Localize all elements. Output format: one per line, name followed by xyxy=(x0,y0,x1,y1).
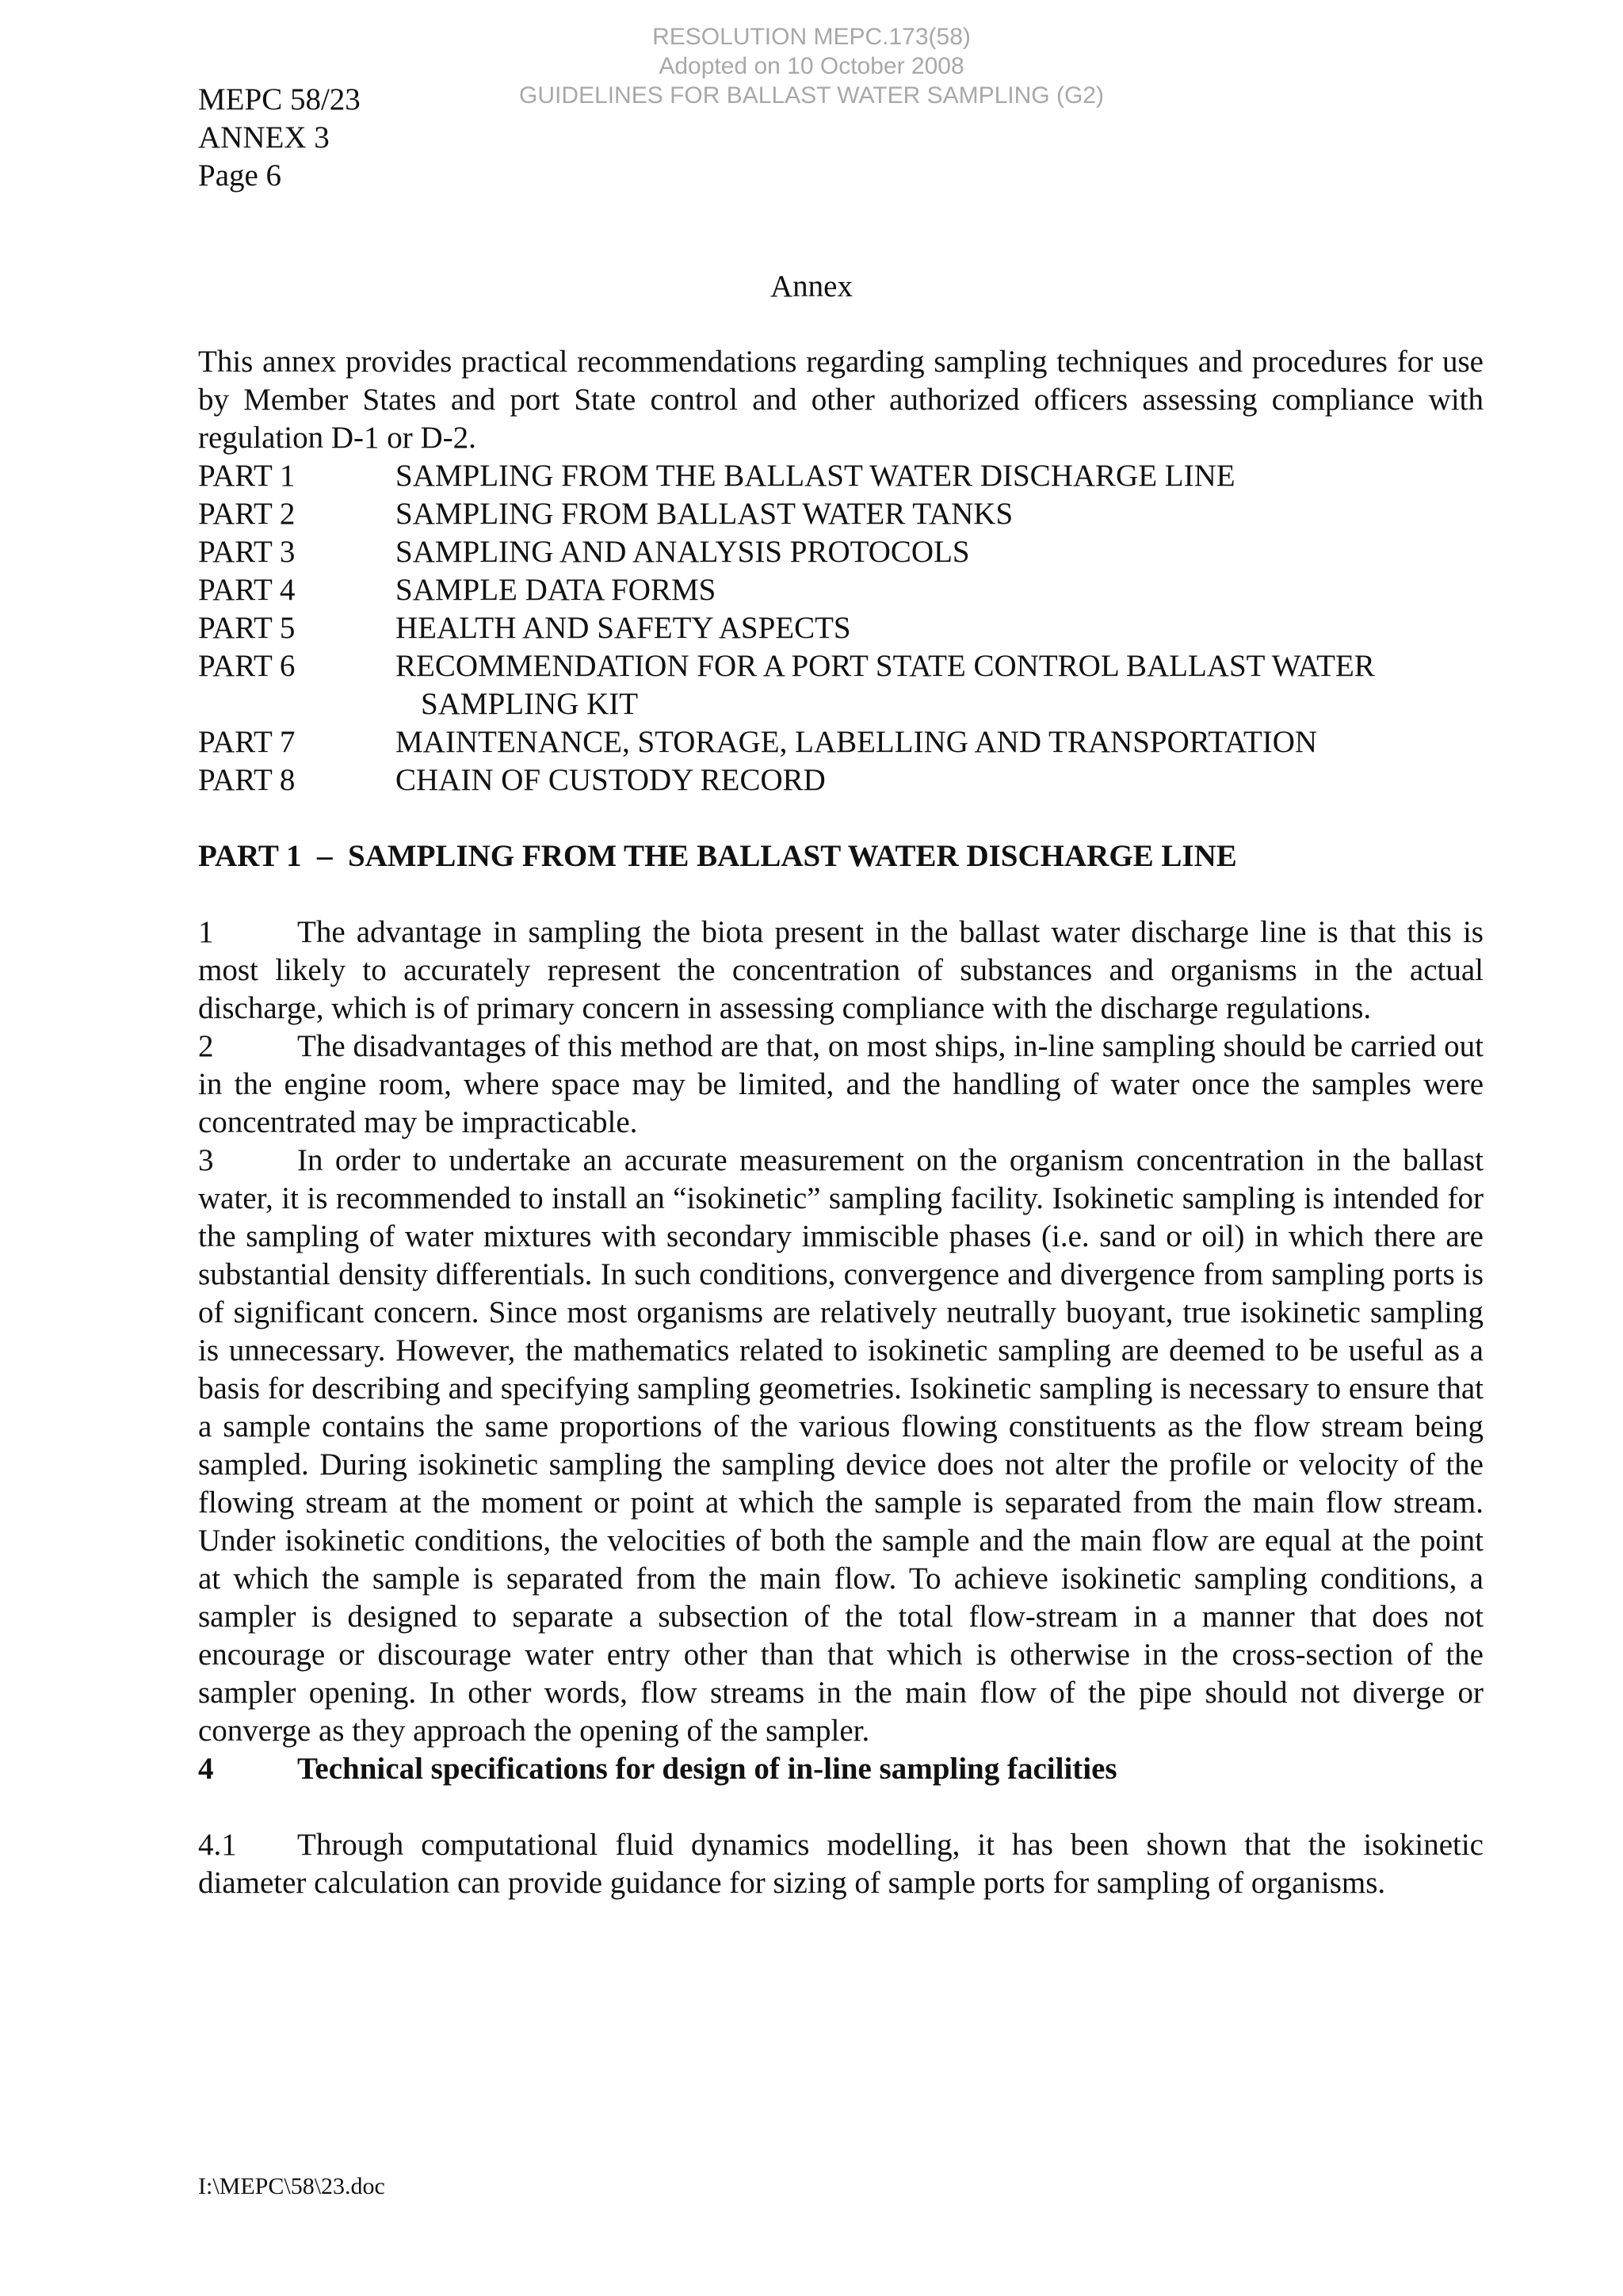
annex-label: ANNEX 3 xyxy=(198,120,330,154)
paragraph-number: 4.1 xyxy=(198,1828,237,1862)
parts-list-item xyxy=(198,761,1484,799)
parts-list-item xyxy=(198,609,1484,647)
parts-list-item xyxy=(198,571,1484,609)
paragraph-number: 1 xyxy=(198,915,214,949)
part1-heading: PART 1 – SAMPLING FROM THE BALLAST WATER DISCHARGE LINE xyxy=(198,839,1237,873)
paragraph-number: 2 xyxy=(198,1029,214,1063)
parts-list-item xyxy=(198,723,1484,761)
parts-list-item xyxy=(198,495,1484,533)
part-title: SAMPLING FROM BALLAST WATER TANKS xyxy=(395,497,1014,531)
paragraph-number: 3 xyxy=(198,1143,214,1177)
part-number: PART 7 xyxy=(198,725,296,759)
watermark-guidelines-line: GUIDELINES FOR BALLAST WATER SAMPLING (G2) xyxy=(519,82,1104,109)
file-path-footer: I:\MEPC\58\23.doc xyxy=(198,2173,385,2199)
part-number: PART 6 xyxy=(198,649,296,683)
part-number: PART 1 xyxy=(198,459,296,493)
part-title: SAMPLING AND ANALYSIS PROTOCOLS xyxy=(395,535,970,569)
annex-title: Annex xyxy=(770,269,853,303)
part-title: CHAIN OF CUSTODY RECORD xyxy=(395,763,826,797)
paragraph-3 xyxy=(198,1142,1484,1750)
part-title: SAMPLING FROM THE BALLAST WATER DISCHARGE LINE xyxy=(395,459,1235,493)
paragraph-1 xyxy=(198,913,1484,1028)
paragraph-text: Through computational fluid dynamics modelling, it has been shown that the isokinetic diameter calculation can provide guidance for sizing of sample ports for sampling of organisms. xyxy=(198,1828,1484,1900)
paragraph-4-1 xyxy=(198,1826,1484,1902)
paragraph-text: The advantage in sampling the biota present in the ballast water discharge line is that this is most likely to accurately represent the concentration of substances and organisms in the actual discharge, which is of primary concern in assessing compliance with the discharge regulations. xyxy=(198,915,1484,1025)
part-title-continuation: SAMPLING KIT xyxy=(421,687,639,721)
section-number: 4 xyxy=(198,1752,214,1786)
part-number: PART 8 xyxy=(198,763,296,797)
watermark-adopted-line: Adopted on 10 October 2008 xyxy=(659,53,964,79)
parts-list-item xyxy=(198,647,1484,723)
paragraph-text: The disadvantages of this method are that, on most ships, in-line sampling should be carried out in the engine room, where space may be limited, and the handling of water once the samples were concentrated may be impracticable. xyxy=(198,1029,1484,1139)
paragraph-2 xyxy=(198,1028,1484,1142)
paragraph-text: In order to undertake an accurate measurement on the organism concentration in the ballast water, it is recommended to install an “isokinetic” sampling facility. Isokinetic sampling is intended for the sampling of water mixtures with secondary immiscible phases (i.e. sand or oil) in which there are substantial density differentials. In such conditions, convergence and divergence from sampling ports is of significant concern. Since most organisms are relatively neutrally buoyant, true isokinetic sampling is unnecessary. However, the mathematics related to isokinetic sampling are deemed to be useful as a basis for describing and specifying sampling geometries. Isokinetic sampling is necessary to ensure that a sample contains the same proportions of the various flowing constituents as the flow stream being sampled. During isokinetic sampling the sampling device does not alter the profile or velocity of the flowing stream at the moment or point at which the sample is separated from the main flow stream. Under isokinetic conditions, the velocities of both the sample and the main flow are equal at the point at which the sample is separated from the main flow. To achieve isokinetic sampling conditions, a sampler is designed to separate a subsection of the total flow-stream in a manner that does not encourage or discourage water entry other than that which is otherwise in the cross-section of the sampler opening. In other words, flow streams in the main flow of the pipe should not diverge or converge as they approach the opening of the sampler. xyxy=(198,1143,1484,1748)
section-4-heading xyxy=(198,1750,1484,1788)
page-number: Page 6 xyxy=(198,158,282,193)
section-title: Technical specifications for design of in-line sampling facilities xyxy=(297,1752,1117,1786)
part-number: PART 4 xyxy=(198,573,296,607)
parts-list-item xyxy=(198,533,1484,571)
part-title: HEALTH AND SAFETY ASPECTS xyxy=(395,611,851,645)
parts-list xyxy=(198,457,1484,799)
part-title: MAINTENANCE, STORAGE, LABELLING AND TRANSPORTATION xyxy=(395,725,1318,759)
part-title-wrapped xyxy=(395,647,1484,723)
part-title-line: RECOMMENDATION FOR A PORT STATE CONTROL BALLAST WATER xyxy=(395,649,1375,683)
doc-reference: MEPC 58/23 xyxy=(198,82,361,116)
watermark-resolution-line: RESOLUTION MEPC.173(58) xyxy=(652,24,971,50)
part-number: PART 5 xyxy=(198,611,296,645)
intro-paragraph: This annex provides practical recommendations regarding sampling techniques and procedures for use by Member States and port State control and other authorized officers assessing compliance with regulation D-1 or D-2. xyxy=(198,345,1484,455)
parts-list-item xyxy=(198,457,1484,495)
part-number: PART 3 xyxy=(198,535,296,569)
document-body xyxy=(198,343,1484,1902)
page-header xyxy=(198,81,361,195)
part-number: PART 2 xyxy=(198,497,296,531)
part-title: SAMPLE DATA FORMS xyxy=(395,573,716,607)
